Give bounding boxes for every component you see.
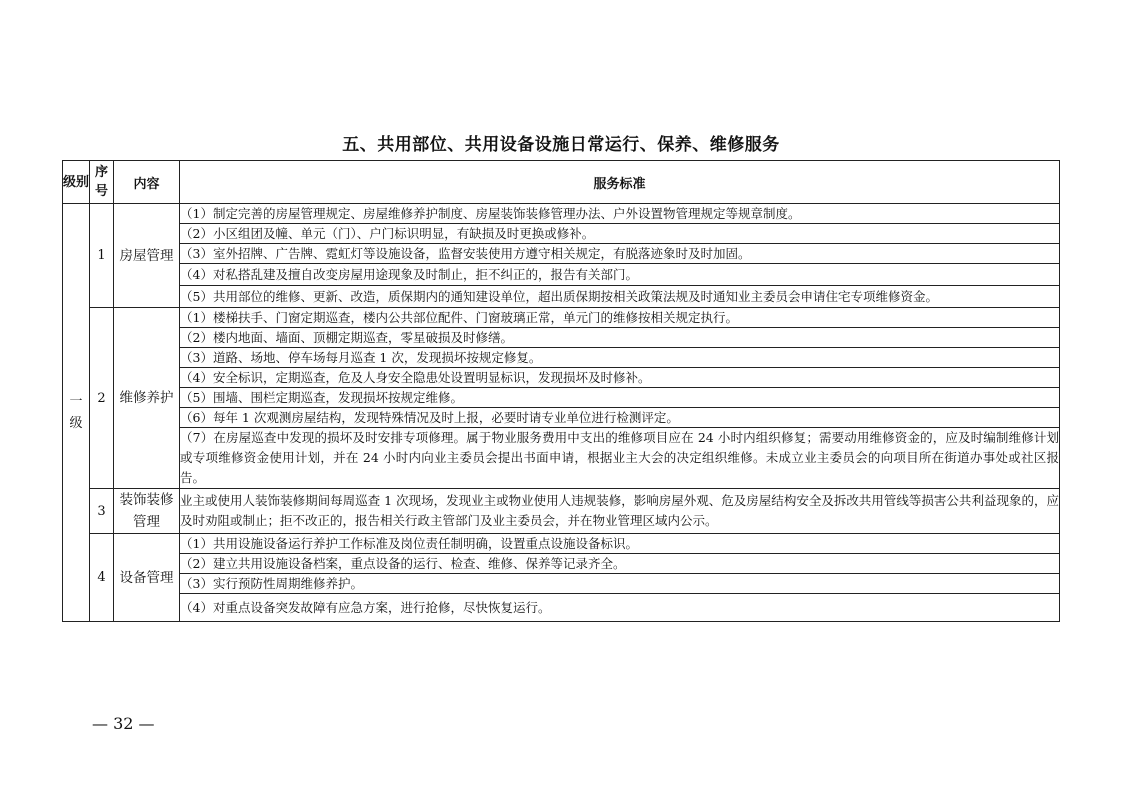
table-row	[63, 489, 1060, 534]
content-cell: 房屋管理	[114, 204, 180, 308]
table-row	[63, 286, 1060, 308]
seq-cell: 2	[90, 308, 114, 489]
service-standard-table	[62, 160, 1060, 622]
table-row	[63, 388, 1060, 408]
standard-item: （3）道路、场地、停车场每月巡查 1 次，发现损坏按规定修复。	[180, 348, 1060, 368]
standard-item: （4）安全标识，定期巡查，危及人身安全隐患处设置明显标识，发现损坏及时修补。	[180, 368, 1060, 388]
standard-item: （4）对私搭乱建及擅自改变房屋用途现象及时制止，拒不纠正的，报告有关部门。	[180, 264, 1060, 286]
standard-item: 业主或使用人装饰装修期间每周巡查 1 次现场，发现业主或物业使用人违规装修，影响房屋外观、危及房屋结构安全及拆改共用管线等损害公共利益现象的，应及时劝阻或制止；拒不改正的，报告相关行政主管部门及业主委员会，并在物业管理区域内公示。	[180, 489, 1060, 534]
standard-item: （5）共用部位的维修、更新、改造，质保期内的通知建设单位，超出质保期按相关政策法规及时通知业主委员会申请住宅专项维修资金。	[180, 286, 1060, 308]
standard-item: （3）室外招牌、广告牌、霓虹灯等设施设备，监督安装使用方遵守相关规定，有脱落迹象时及时加固。	[180, 244, 1060, 264]
standard-item: （2）建立共用设施设备档案，重点设备的运行、检查、维修、保养等记录齐全。	[180, 554, 1060, 574]
header-standard: 服务标准	[180, 161, 1060, 204]
standard-item: （5）围墙、围栏定期巡查，发现损坏按规定维修。	[180, 388, 1060, 408]
table-row	[63, 368, 1060, 388]
table-row	[63, 408, 1060, 428]
standard-item: （7）在房屋巡查中发现的损坏及时安排专项修理。属于物业服务费用中支出的维修项目应在 24 小时内组织修复；需要动用维修资金的，应及时编制维修计划或专项维修资金使用计划，并在 24 小时内向业主委员会提出书面申请，根据业主大会的决定组织维修。未成立业主委员会的向项目所在街道办事处或社区报告。	[180, 428, 1060, 489]
standard-item: （6）每年 1 次观测房屋结构，发现特殊情况及时上报，必要时请专业单位进行检测评定。	[180, 408, 1060, 428]
page-title: 五、共用部位、共用设备设施日常运行、保养、维修服务	[342, 135, 780, 155]
content-cell: 装饰装修管理	[114, 489, 180, 534]
table-row	[63, 244, 1060, 264]
table-row	[63, 224, 1060, 244]
table-row	[63, 348, 1060, 368]
header-seq: 序号	[90, 161, 114, 204]
page-number: — 32 —	[92, 714, 155, 733]
seq-cell: 4	[90, 534, 114, 622]
table-row	[63, 428, 1060, 489]
standard-item: （1）制定完善的房屋管理规定、房屋维修养护制度、房屋装饰装修管理办法、户外设置物管理规定等规章制度。	[180, 204, 1060, 224]
table-row	[63, 328, 1060, 348]
header-content: 内容	[114, 161, 180, 204]
table-row	[63, 554, 1060, 574]
level-label: 一级	[69, 393, 83, 431]
table-row	[63, 574, 1060, 594]
header-level: 级别	[63, 161, 90, 204]
table-row	[63, 204, 1060, 224]
table-row	[63, 308, 1060, 328]
seq-cell: 1	[90, 204, 114, 308]
standard-item: （2）楼内地面、墙面、顶棚定期巡查，零星破损及时修缮。	[180, 328, 1060, 348]
table-row	[63, 594, 1060, 622]
content-cell: 设备管理	[114, 534, 180, 622]
table-row	[63, 534, 1060, 554]
level-cell	[63, 204, 90, 622]
standard-item: （1）共用设施设备运行养护工作标准及岗位责任制明确，设置重点设施设备标识。	[180, 534, 1060, 554]
table-row	[63, 264, 1060, 286]
standard-item: （1）楼梯扶手、门窗定期巡查，楼内公共部位配件、门窗玻璃正常，单元门的维修按相关规定执行。	[180, 308, 1060, 328]
table-header-row	[63, 161, 1060, 204]
seq-cell: 3	[90, 489, 114, 534]
standard-item: （2）小区组团及幢、单元（门）、户门标识明显，有缺损及时更换或修补。	[180, 224, 1060, 244]
standard-item: （4）对重点设备突发故障有应急方案，进行抢修，尽快恢复运行。	[180, 594, 1060, 622]
standard-item: （3）实行预防性周期维修养护。	[180, 574, 1060, 594]
content-cell: 维修养护	[114, 308, 180, 489]
